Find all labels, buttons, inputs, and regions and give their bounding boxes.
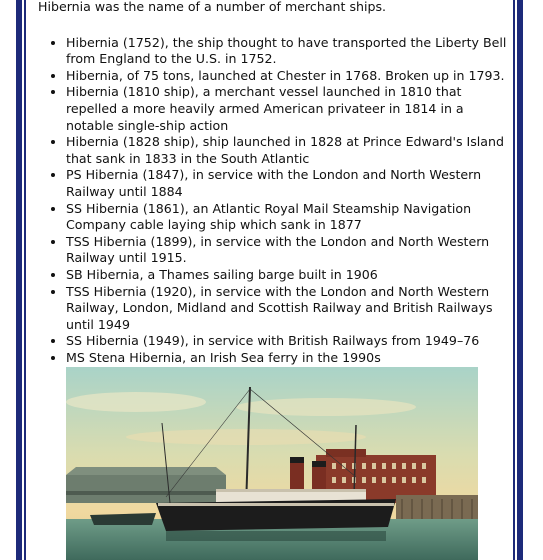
left-border-inner <box>24 0 26 560</box>
right-border <box>517 0 523 560</box>
article-content <box>38 0 508 366</box>
steamship-image-icon <box>66 367 478 560</box>
list-item: • SS Hibernia (1861), an Atlantic Royal Mail Steamship Navigation Company cable laying ship which sank in 1877 <box>66 201 508 234</box>
list-item: • TSS Hibernia (1899), in service with the London and North Western Railway until 1915. <box>66 234 508 267</box>
ship-list <box>38 35 508 367</box>
list-item: • Hibernia (1810 ship), a merchant vessel launched in 1810 that repelled a more heavily armed American privateer in 1814 in a notable single-ship action <box>66 84 508 134</box>
list-item: • TSS Hibernia (1920), in service with the London and North Western Railway, London, Midland and Scottish Railway and British Railways until 1949 <box>66 284 508 334</box>
list-item: • Hibernia (1828 ship), ship launched in 1828 at Prince Edward's Island that sank in 1833 in the South Atlantic <box>66 134 508 167</box>
list-item: • SB Hibernia, a Thames sailing barge built in 1906 <box>66 267 508 284</box>
list-item: • Hibernia (1752), the ship thought to have transported the Liberty Bell from England to the U.S. in 1752. <box>66 35 508 68</box>
intro-text: Hibernia was the name of a number of merchant ships. <box>38 0 387 14</box>
list-item: • PS Hibernia (1847), in service with the London and North Western Railway until 1884 <box>66 167 508 200</box>
right-border-inner <box>513 0 515 560</box>
left-border <box>16 0 22 560</box>
list-item: • Hibernia, of 75 tons, launched at Chester in 1768. Broken up in 1793. <box>66 68 508 85</box>
list-item: • MS Stena Hibernia, an Irish Sea ferry in the 1990s <box>66 350 508 367</box>
list-item: • SS Hibernia (1949), in service with British Railways from 1949–76 <box>66 333 508 350</box>
steamship-photo <box>66 367 478 560</box>
